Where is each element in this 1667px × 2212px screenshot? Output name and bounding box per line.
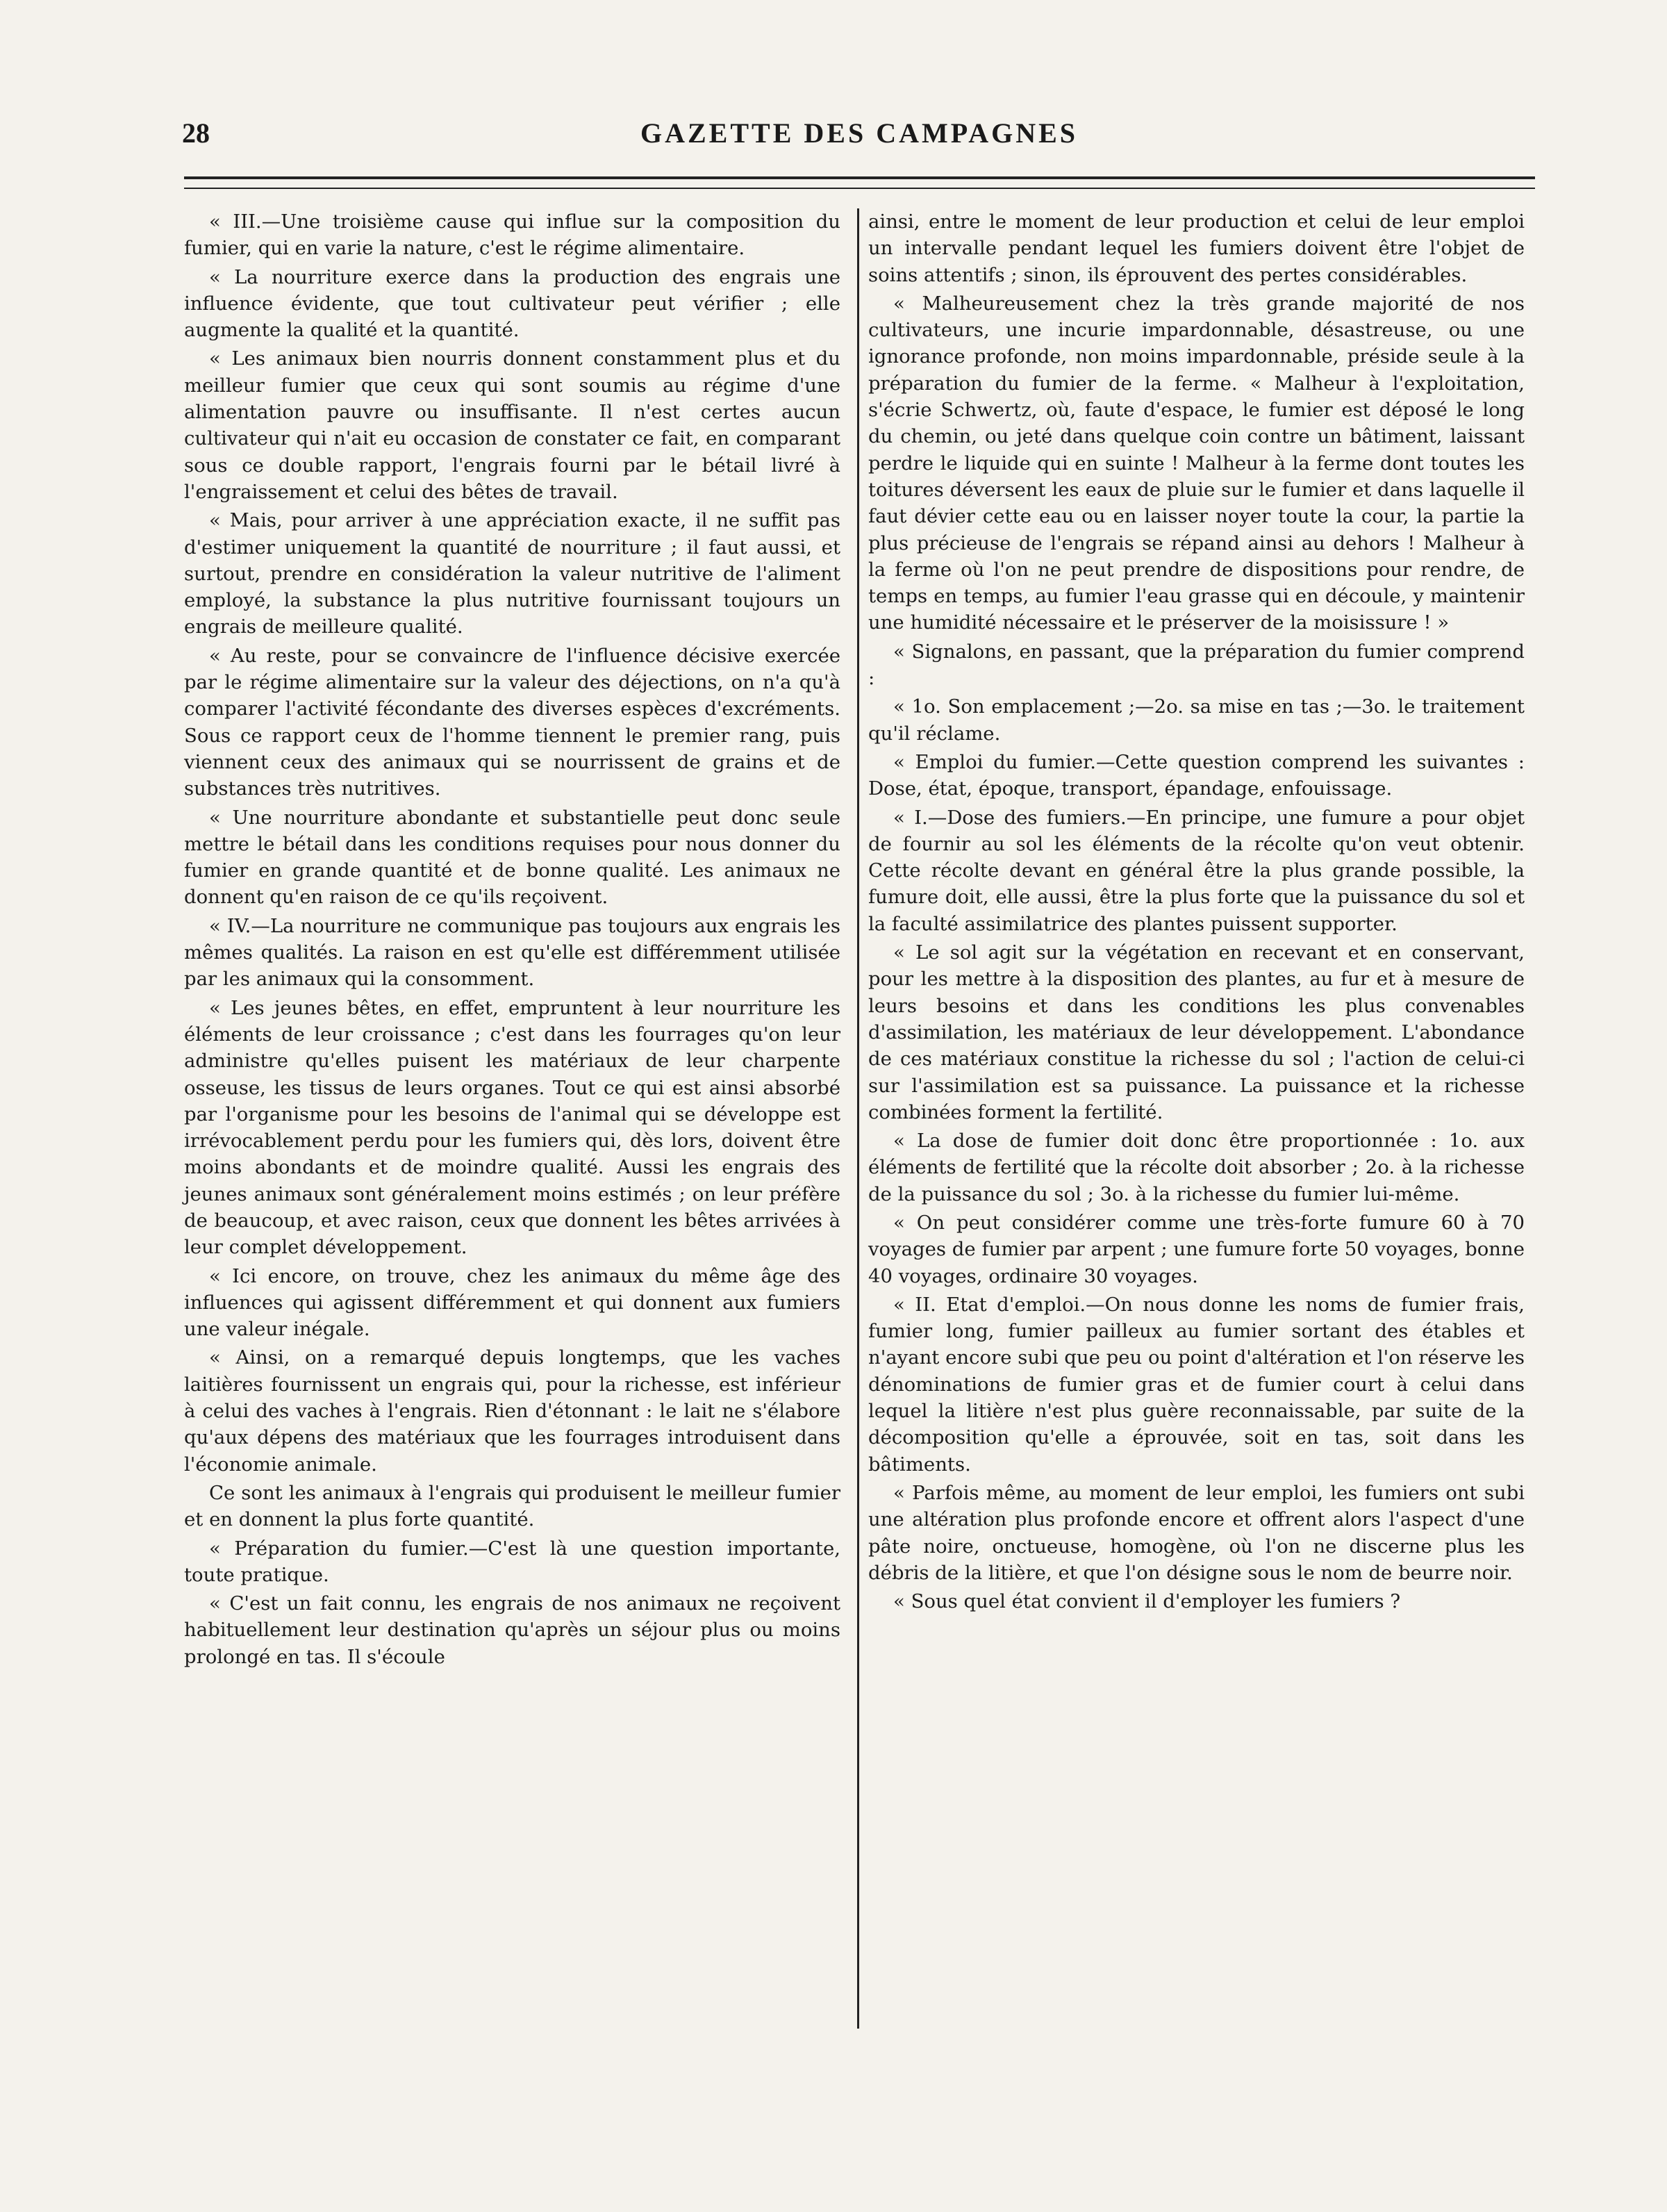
page-number: 28	[182, 117, 210, 149]
page-header	[182, 117, 1536, 158]
paragraph: ainsi, entre le moment de leur production et celui de leur emploi un intervalle pendant lequel les fumiers doivent être l'objet de soins attentifs ; sinon, ils éprouvent des pertes considérables.	[868, 211, 1525, 286]
paragraph: « Une nourriture abondante et substantielle peut donc seule mettre le bétail dans les conditions requises pour nous donner du fumier en grande quantité et de bonne qualité. Les animaux ne donnent qu'en raison de ce qu'ils reçoivent.	[184, 806, 840, 909]
paragraph: « Signalons, en passant, que la préparation du fumier comprend :	[868, 640, 1525, 690]
paragraph: « On peut considérer comme une très-forte fumure 60 à 70 voyages de fumier par arpent ; une fumure forte 50 voyages, bonne 40 voyages, ordinaire 30 voyages.	[868, 1211, 1525, 1287]
paragraph: « La nourriture exerce dans la production des engrais une influence évidente, que tout cultivateur peut vérifier ; elle augmente la qualité et la quantité.	[184, 265, 840, 342]
paragraph: « III.—Une troisième cause qui influe sur la composition du fumier, qui en varie la nature, c'est le régime alimentaire.	[184, 211, 840, 260]
paragraph: « Le sol agit sur la végétation en recevant et en conservant, pour les mettre à la disposition des plantes, au fur et à mesure de leurs besoins et dans les conditions les plus convenables d'assimilation, les matériaux de leur développement. L'abondance de ces matériaux constitue la richesse du sol ; l'action de celui-ci sur l'assimilation est sa puissance. La puissance et la richesse combinées forment la fertilité.	[868, 941, 1525, 1123]
paragraph: « Ici encore, on trouve, chez les animaux du même âge des influences qui agissent différemment et qui donnent aux fumiers une valeur inégale.	[184, 1264, 840, 1341]
header-rule-thin	[184, 188, 1535, 189]
paragraph: « Malheureusement chez la très grande majorité de nos cultivateurs, une incurie impardonnable, désastreuse, ou une ignorance profonde, non moins impardonnable, préside seule à la préparation du fumier de la ferme. « Malheur à l'exploitation, s'écrie Schwertz, où, faute d'espace, le fumier est déposé le long du chemin, ou jeté dans quelque coin contre un bâtiment, laissant perdre le liquide qui en suinte ! Malheur à la ferme dont toutes les toitures déversent les eaux de pluie sur le fumier et dans laquelle il faut dévier cette eau ou en laisser noyer toute la cour, la partie la plus précieuse de l'engrais se répand ainsi au dehors ! Malheur à la ferme où l'on ne peut prendre de dispositions pour rendre, de temps en temps, au fumier l'eau grasse qui en découle, y maintenir une humidité nécessaire et le préserver de la moisissure ! »	[868, 292, 1525, 634]
paragraph: « I.—Dose des fumiers.—En principe, une fumure a pour objet de fournir au sol les éléments de la récolte qu'on veut obtenir. Cette récolte devant en général être la plus grande possible, la fumure doit, elle aussi, être la plus forte que la puissance du sol et la faculté assimilatrice des plantes puissent supporter.	[868, 806, 1525, 935]
paragraph: « Parfois même, au moment de leur emploi, les fumiers ont subi une altération plus profonde encore et offrent alors l'aspect d'une pâte noire, onctueuse, homogène, où l'on ne discerne plus les débris de la litière, et que l'on désigne sous le nom de beurre noir.	[868, 1481, 1525, 1584]
paragraph: « Ainsi, on a remarqué depuis longtemps, que les vaches laitières fournissent un engrais qui, pour la richesse, est inférieur à celui des vaches à l'engrais. Rien d'étonnant : le lait ne s'élabore qu'aux dépens des matériaux que les fourrages introduisent dans l'économie animale.	[184, 1346, 840, 1476]
paragraph: Ce sont les animaux à l'engrais qui produisent le meilleur fumier et en donnent la plus forte quantité.	[184, 1481, 840, 1531]
left-column	[184, 208, 840, 1672]
paragraph: « La dose de fumier doit donc être proportionnée : 1o. aux éléments de fertilité que la récolte doit absorber ; 2o. à la richesse de la puissance du sol ; 3o. à la richesse du fumier lui-même.	[868, 1130, 1525, 1205]
paragraph: « C'est un fait connu, les engrais de nos animaux ne reçoivent habituellement leur destination qu'après un séjour plus ou moins prolongé en tas. Il s'écoule	[184, 1592, 840, 1668]
paragraph: « Mais, pour arriver à une appréciation exacte, il ne suffit pas d'estimer uniquement la quantité de nourriture ; il faut aussi, et surtout, prendre en considération la valeur nutritive de l'aliment employé, la substance la plus nutritive fournissant toujours un engrais de meilleure qualité.	[184, 509, 840, 638]
page-title: GAZETTE DES CAMPAGNES	[640, 117, 1078, 149]
paragraph: « IV.—La nourriture ne communique pas toujours aux engrais les mêmes qualités. La raison en est qu'elle est différemment utilisée par les animaux qui la consomment.	[184, 914, 840, 991]
paragraph: « 1o. Son emplacement ;—2o. sa mise en tas ;—3o. le traitement qu'il réclame.	[868, 695, 1525, 745]
paragraph: « Les jeunes bêtes, en effet, empruntent à leur nourriture les éléments de leur croissance ; c'est dans les fourrages qu'on leur administre qu'elles puisent les matériaux de leur charpente osseuse, les tissus de leurs organes. Tout ce qui est ainsi absorbé par l'organisme pour les besoins de l'animal qui se développe est irrévocablement perdu pour les fumiers qui, dès lors, doivent être moins abondants et de moindre qualité. Aussi les engrais des jeunes animaux sont généralement moins estimés ; on leur préfère de beaucoup, et avec raison, ceux que donnent les bêtes arrivées à leur complet développement.	[184, 996, 840, 1259]
paragraph: « II. Etat d'emploi.—On nous donne les noms de fumier frais, fumier long, fumier pailleux au fumier sortant des étables et n'ayant encore subi que peu ou point d'altération et l'on réserve les dénominations de fumier gras et de fumier court à celui dans lequel la litière n'est plus guère reconnaissable, par suite de la décomposition qu'elle a éprouvée, soit en tas, soit dans les bâtiments.	[868, 1293, 1525, 1476]
paragraph: « Sous quel état convient il d'employer les fumiers ?	[893, 1590, 1401, 1613]
header-rule-thick	[184, 176, 1535, 179]
paragraph: « Emploi du fumier.—Cette question comprend les suivantes : Dose, état, époque, transport, épandage, enfouissage.	[868, 750, 1525, 800]
right-column	[868, 208, 1525, 1617]
paragraph: « Préparation du fumier.—C'est là une question importante, toute pratique.	[184, 1537, 840, 1586]
column-divider	[857, 208, 859, 2029]
paragraph: « Au reste, pour se convaincre de l'influence décisive exercée par le régime alimentaire sur la valeur des déjections, on n'a qu'à comparer l'activité fécondante des diverses espèces d'excréments. Sous ce rapport ceux de l'homme tiennent le premier rang, puis viennent ceux des animaux qui se nourrissent de grains et de substances très nutritives.	[184, 644, 840, 800]
paragraph: « Les animaux bien nourris donnent constamment plus et du meilleur fumier que ceux qui sont soumis au régime d'une alimentation pauvre ou insuffisante. Il n'est certes aucun cultivateur qui n'ait eu occasion de constater ce fait, en comparant sous ce double rapport, l'engrais fourni par le bétail livré à l'engraissement et celui des bêtes de travail.	[184, 347, 840, 503]
